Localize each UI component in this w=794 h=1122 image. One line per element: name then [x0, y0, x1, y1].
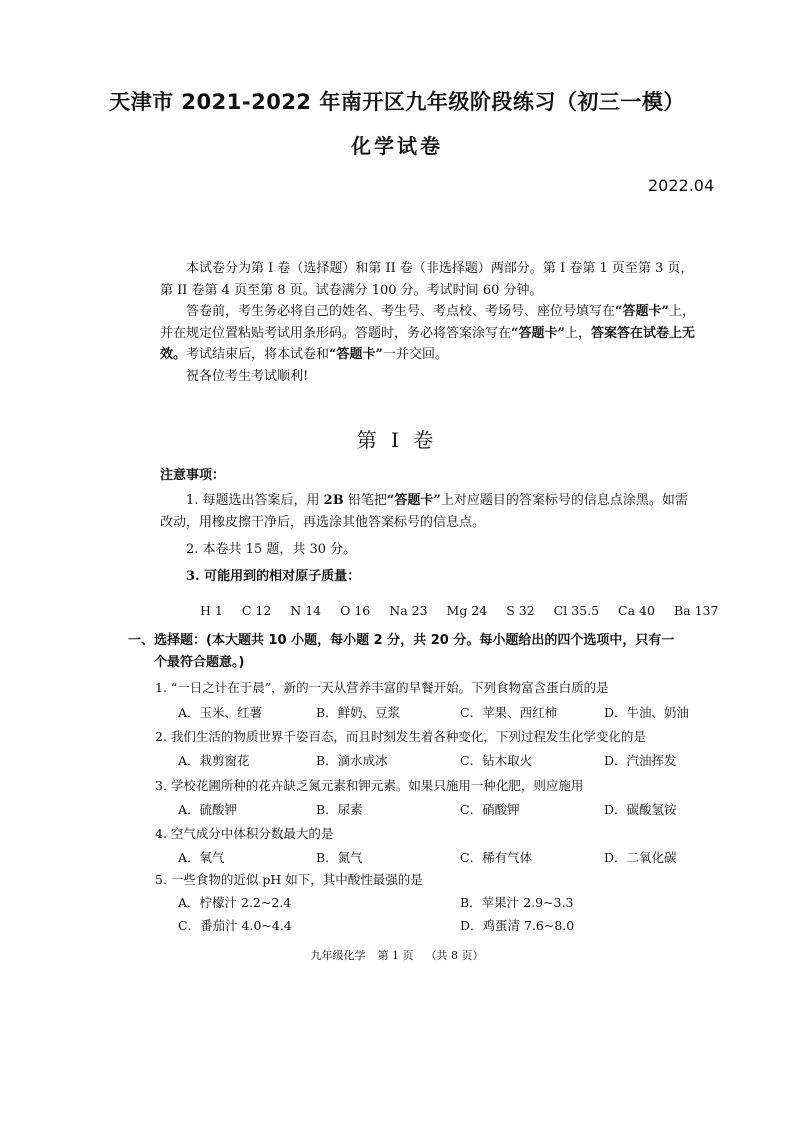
question-1-stem: 1. “一日之计在于晨”，新的一天从营养丰富的早餐开始。下列食物富含蛋白质的是 — [155, 680, 609, 695]
question-5-stem: 5. 一些食物的近似 pH 如下，其中酸性最强的是 — [155, 872, 423, 887]
atomic-mass-item: Mg 24 — [446, 603, 488, 618]
question-5-option-c: C．番茄汁 4.0~4.4 — [178, 918, 292, 933]
notice-text-span: 铅笔把 — [343, 493, 387, 508]
question-3-option-c: C．硝酸钾 — [460, 802, 520, 817]
notice-item-1 — [160, 490, 700, 534]
intro-paragraph-2 — [160, 301, 700, 366]
atomic-mass-item: Ca 40 — [618, 603, 655, 618]
answer-card-term: “答题卡” — [511, 325, 565, 341]
section-heading-line-2: 个最符合题意。) — [154, 655, 245, 670]
intro-bold-warning: 答案答在试卷上无效。 — [160, 325, 696, 362]
question-1-option-b: B．鲜奶、豆浆 — [316, 705, 401, 720]
notice-item-2: 2. 本卷共 15 题，共 30 分。 — [186, 542, 357, 557]
atomic-mass-list — [200, 603, 737, 618]
atomic-mass-item: O 16 — [340, 603, 371, 618]
exam-title: 天津市 2021-2022 年南开区九年级阶段练习（初三一模） — [109, 90, 685, 114]
exam-subtitle: 化学试卷 — [351, 134, 443, 158]
pencil-type: 2B — [323, 493, 344, 508]
question-2-option-c: C．钻木取火 — [460, 753, 533, 768]
question-4-option-c: C．稀有气体 — [460, 850, 533, 865]
question-2-stem: 2. 我们生活的物质世界千姿百态，而且时刻发生着各种变化，下列过程发生化学变化的是 — [155, 729, 646, 744]
page-footer — [0, 947, 794, 963]
question-5-option-a: A．柠檬汁 2.2~2.4 — [178, 895, 292, 910]
question-1-option-c: C．苹果、西红柿 — [460, 705, 558, 720]
section-heading-line-1: 一、选择题：(本大题共 10 小题，每小题 2 分，共 20 分。每小题给出的四个选项中，只有一 — [128, 633, 675, 648]
intro-paragraph-1: 本试卷分为第 I 卷（选择题）和第 II 卷（非选择题）两部分。第 I 卷第 1 页至第 3 页，第 II 卷第 4 页至第 8 页。试卷满分 100 分。考试时间 60 分钟。 — [160, 261, 694, 298]
volume-title: 第 I 卷 — [356, 428, 438, 452]
question-4-option-a: A．氧气 — [178, 850, 225, 865]
intro-good-luck: 祝各位考生考试顺利! — [186, 368, 309, 384]
answer-card-term: “答题卡” — [386, 493, 441, 508]
intro-text-span: 上， — [564, 325, 591, 341]
intro-text-span: 考试结束后，将本试卷和 — [186, 347, 330, 362]
question-4-stem: 4. 空气成分中体积分数最大的是 — [155, 826, 334, 841]
intro-text — [160, 258, 700, 387]
question-5-option-b: B．苹果汁 2.9~3.3 — [460, 895, 574, 910]
answer-card-term: “答题卡” — [329, 347, 383, 362]
question-2-option-b: B．滴水成冰 — [316, 753, 388, 768]
question-5-option-d: D．鸡蛋清 7.6~8.0 — [460, 918, 575, 933]
question-1-option-a: A．玉米、红薯 — [178, 705, 263, 720]
intro-text-span: 一并交回。 — [383, 347, 449, 362]
footer-page-number: 第 1 页 — [377, 949, 414, 962]
question-3-option-b: B．尿素 — [316, 802, 363, 817]
notice-text-span: 1. 每题选出答案后，用 — [186, 493, 324, 508]
atomic-mass-item: H 1 — [200, 603, 223, 618]
atomic-mass-item: C 12 — [241, 603, 272, 618]
atomic-mass-item: S 32 — [506, 603, 535, 618]
section-heading — [128, 630, 708, 674]
question-4-option-b: B．氮气 — [316, 850, 363, 865]
atomic-mass-item: Ba 137 — [673, 603, 719, 618]
question-2-option-a: A．栽剪窗花 — [178, 753, 250, 768]
atomic-mass-item: N 14 — [290, 603, 322, 618]
footer-subject: 九年级化学 — [310, 949, 366, 962]
atomic-mass-item: Cl 35.5 — [553, 603, 600, 618]
question-1-option-d: D．牛油、奶油 — [604, 705, 690, 720]
notice-text-span: 上对应题目的答案标号的信息点涂黑。如需改动，用橡皮擦干净后，再选涂其他答案标号的信息点。 — [160, 493, 688, 530]
question-2-option-d: D．汽油挥发 — [604, 753, 677, 768]
notice-list — [160, 490, 700, 588]
answer-card-term: “答题卡” — [615, 304, 669, 319]
footer-total-pages: （共 8 页） — [425, 949, 484, 962]
intro-text-span: 答卷前，考生务必将自己的姓名、考生号、考点校、考场号、座位号填写在 — [186, 304, 616, 319]
question-3-option-a: A．硫酸钾 — [178, 802, 238, 817]
question-3-option-d: D．碳酸氢铵 — [604, 802, 677, 817]
question-4-option-d: D．二氧化碳 — [604, 850, 677, 865]
exam-date: 2022.04 — [648, 176, 715, 195]
question-3-stem: 3. 学校花圃所种的花卉缺乏氮元素和钾元素。如果只施用一种化肥，则应施用 — [155, 778, 584, 793]
atomic-mass-item: Na 23 — [389, 603, 428, 618]
notice-heading: 注意事项： — [160, 468, 226, 483]
intro-text-span: 上，并在规定位置粘贴考试用条形码。答题时，务必将答案涂写在 — [160, 304, 695, 341]
notice-item-3: 3. 可能用到的相对原子质量： — [186, 569, 361, 584]
